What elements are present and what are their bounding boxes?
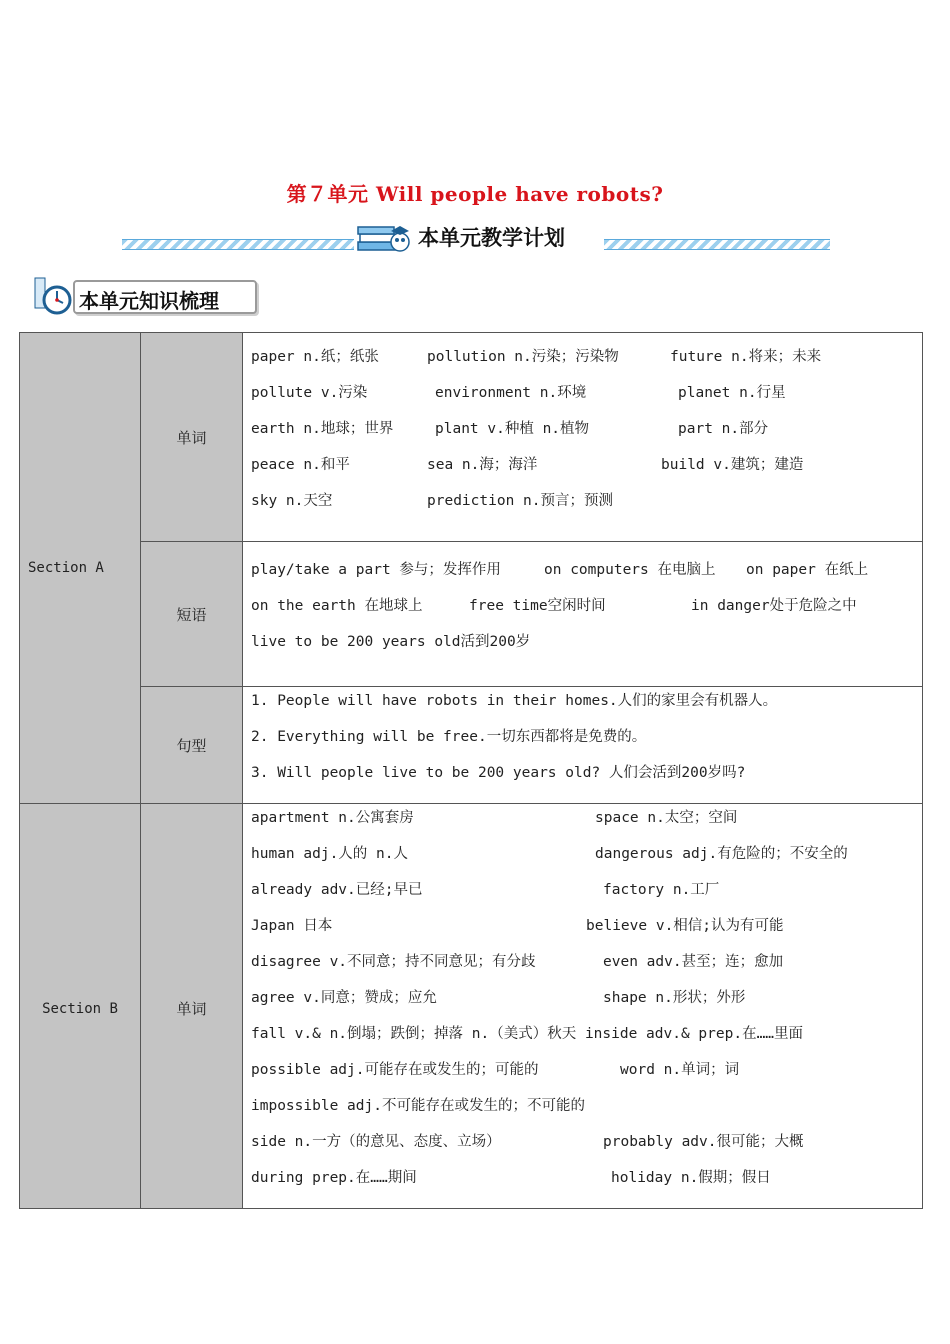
phrase-line — [251, 596, 922, 632]
phrase-item: on the earth 在地球上 — [251, 598, 423, 614]
table-row — [20, 687, 923, 804]
sentence-line — [251, 763, 922, 799]
vocab-line — [251, 880, 922, 916]
table-row — [20, 804, 923, 1209]
vocab-item: during prep.在……期间 — [251, 1170, 417, 1186]
vocab-item: possible adj.可能存在或发生的；可能的 — [251, 1062, 539, 1078]
vocab-line — [251, 491, 922, 527]
vocab-line — [251, 1132, 922, 1168]
vocab-item: already adv.已经;早已 — [251, 882, 423, 898]
banner-stripe-right — [604, 239, 830, 250]
table-row — [20, 333, 923, 542]
section-a-phrase-label: 短语 — [141, 542, 243, 687]
vocab-item: environment n.环境 — [435, 385, 587, 401]
knowledge-table — [19, 332, 923, 1209]
vocab-line — [251, 1168, 922, 1204]
vocab-item: earth n.地球；世界 — [251, 421, 394, 437]
vocab-line — [251, 1096, 922, 1132]
vocab-item: disagree v.不同意；持不同意见；有分歧 — [251, 954, 536, 970]
vocab-line — [251, 988, 922, 1024]
phrase-item: play/take a part 参与；发挥作用 — [251, 562, 501, 578]
vocab-line — [251, 952, 922, 988]
sentence-line — [251, 691, 922, 727]
sentence-item: 1. People will have robots in their homes.人们的家里会有机器人。 — [251, 693, 778, 709]
vocab-item: believe v.相信;认为有可能 — [586, 918, 784, 934]
phrase-item: live to be 200 years old活到200岁 — [251, 634, 531, 650]
section-a-sentences — [243, 687, 923, 804]
phrase-line — [251, 632, 922, 668]
vocab-line — [251, 844, 922, 880]
phrase-item: free time空闲时间 — [469, 598, 606, 614]
vocab-item: build v.建筑；建造 — [661, 457, 804, 473]
teaching-plan-banner — [122, 222, 830, 256]
vocab-item: part n.部分 — [678, 421, 769, 437]
vocab-item: side n.一方（的意见、态度、立场） — [251, 1134, 501, 1150]
section-title: 本单元知识梳理 — [79, 289, 219, 313]
vocab-item: word n.单词；词 — [620, 1062, 740, 1078]
sentence-line — [251, 727, 922, 763]
section-a-sentence-label: 句型 — [141, 687, 243, 804]
vocab-item: agree v.同意；赞成；应允 — [251, 990, 437, 1006]
sentence-item: 3. Will people live to be 200 years old? 人们会活到200岁吗? — [251, 765, 746, 781]
vocab-item: space n.太空；空间 — [595, 810, 738, 826]
vocab-item: paper n.纸；纸张 — [251, 349, 379, 365]
vocab-item: prediction n.预言；预测 — [427, 493, 613, 509]
phrase-item: on paper 在纸上 — [746, 562, 869, 578]
vocab-item: fall v.& n.倒塌；跌倒；掉落 n.（美式）秋天 inside adv.& prep.在……里面 — [251, 1026, 804, 1042]
vocab-line — [251, 808, 922, 844]
vocab-item: Japan 日本 — [251, 918, 333, 934]
vocab-item: shape n.形状；外形 — [603, 990, 746, 1006]
vocab-item: even adv.甚至；连；愈加 — [603, 954, 784, 970]
vocab-line — [251, 383, 922, 419]
vocab-item: future n.将来；未来 — [670, 349, 822, 365]
section-b-vocab-label: 单词 — [141, 804, 243, 1209]
banner-stripe-left — [122, 239, 354, 250]
vocab-line — [251, 916, 922, 952]
vocab-item: sky n.天空 — [251, 493, 333, 509]
vocab-line — [251, 1024, 922, 1060]
vocab-line — [251, 455, 922, 491]
vocab-item: plant v.种植 n.植物 — [435, 421, 590, 437]
vocab-item: sea n.海；海洋 — [427, 457, 538, 473]
vocab-item: dangerous adj.有危险的；不安全的 — [595, 846, 848, 862]
vocab-line — [251, 419, 922, 455]
books-owl-icon — [356, 222, 412, 254]
unit-title: 第７单元 Will people have robots? — [286, 182, 664, 206]
vocab-line — [251, 347, 922, 383]
section-a-vocab — [243, 333, 923, 542]
table-row — [20, 542, 923, 687]
section-b-cell: Section B — [20, 804, 141, 1209]
section-a-vocab-label: 单词 — [141, 333, 243, 542]
vocab-item: peace n.和平 — [251, 457, 350, 473]
section-b-vocab — [243, 804, 923, 1209]
vocab-item: pollute v.污染 — [251, 385, 368, 401]
vocab-item: probably adv.很可能；大概 — [603, 1134, 804, 1150]
banner-label: 本单元教学计划 — [418, 226, 565, 250]
phrase-item: on computers 在电脑上 — [544, 562, 716, 578]
vocab-line — [251, 1060, 922, 1096]
vocab-item: factory n.工厂 — [603, 882, 720, 898]
vocab-item: planet n.行星 — [678, 385, 786, 401]
vocab-item: human adj.人的 n.人 — [251, 846, 408, 862]
phrase-line — [251, 560, 922, 596]
section-a-cell: Section A — [20, 333, 141, 804]
clock-icon — [33, 276, 77, 316]
sentence-item: 2. Everything will be free.一切东西都将是免费的。 — [251, 729, 647, 745]
phrase-item: in danger处于危险之中 — [691, 598, 857, 614]
section-title-box — [73, 280, 257, 314]
vocab-item: apartment n.公寓套房 — [251, 810, 414, 826]
vocab-item: holiday n.假期；假日 — [611, 1170, 771, 1186]
vocab-item: impossible adj.不可能存在或发生的；不可能的 — [251, 1098, 585, 1114]
vocab-item: pollution n.污染；污染物 — [427, 349, 619, 365]
section-a-phrases — [243, 542, 923, 687]
